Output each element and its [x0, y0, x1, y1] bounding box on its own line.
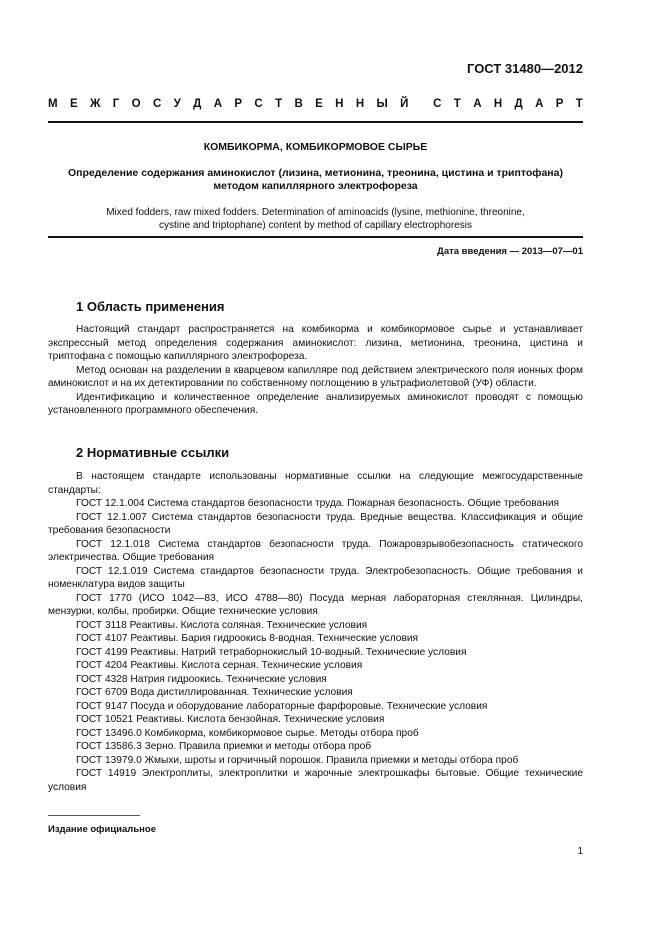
standard-number: ГОСТ 31480—2012	[467, 61, 583, 76]
introduction-date: Дата введения — 2013—07—01	[437, 246, 583, 257]
title-divider	[48, 236, 583, 238]
banner-letter: Ж	[89, 98, 101, 110]
banner-letter: В	[294, 98, 303, 110]
subtitle-line: методом капиллярного электрофореза	[213, 180, 418, 192]
banner-letter: Г	[112, 98, 120, 110]
paragraph: Метод основан на разделении в кварцевом капилляре под действием электрического поля ионных форм аминокислот и на их детектировании по собственному поглощению в ультрафиолетовой (УФ) области.	[48, 364, 583, 389]
banner-letter: Н	[355, 98, 365, 110]
reference-item: ГОСТ 12.1.004 Система стандартов безопасности труда. Пожарная безопасность. Общие требования	[76, 498, 560, 509]
section-2-body	[48, 470, 583, 794]
reference-item: ГОСТ 3118 Реактивы. Кислота соляная. Технические условия	[76, 619, 368, 631]
standard-banner	[48, 98, 583, 110]
banner-letter: А	[535, 98, 544, 110]
banner-letter: Т	[453, 98, 461, 110]
reference-item: ГОСТ 4107 Реактивы. Бария гидроокись 8-водная. Технические условия	[76, 633, 419, 644]
subtitle-line: Определение содержания аминокислот (лизина, метионина, треонина, цистина и триптофана)	[68, 167, 563, 179]
english-title	[48, 206, 583, 232]
banner-letter: А	[473, 98, 482, 110]
banner-letter: Д	[514, 98, 523, 110]
paragraph: Настоящий стандарт распространяется на комбикорма и комбикормовое сырье и устанавливает экспрессный метод определения содержания аминокислот: лизина, метионина, треонина, цистина и триптофана с помощью капиллярного электрофореза.	[48, 324, 583, 362]
banner-letter: Р	[234, 98, 243, 110]
banner-letter: Н	[493, 98, 503, 110]
reference-item: ГОСТ 1770 (ИСО 1042—83, ИСО 4788—80) Посуда мерная лабораторная стеклянная. Цилиндры, мензурки, колбы, пробирки. Общие технические условия	[48, 592, 583, 617]
banner-letter: М	[48, 98, 58, 110]
banner-letter: Е	[69, 98, 78, 110]
normative-references-list	[48, 497, 583, 794]
banner-letter: У	[173, 98, 181, 110]
document-subtitle	[48, 167, 583, 193]
reference-item: ГОСТ 13496.0 Комбикорма, комбикормовое сырье. Методы отбора проб	[76, 727, 419, 739]
paragraph: Идентификацию и количественное определение анализируемых аминокислот проводят с помощью установленного программного обеспечения.	[48, 391, 583, 416]
footer-divider	[48, 815, 140, 816]
english-title-line: Mixed fodders, raw mixed fodders. Determination of aminoacids (lysine, methionine, threonine,	[106, 207, 525, 218]
section-1-heading: 1 Область применения	[76, 299, 225, 314]
banner-letter: Р	[555, 98, 564, 110]
reference-item: ГОСТ 12.1.018 Система стандартов безопасности труда. Пожаровзрывобезопасность статического электричества. Общие требования	[48, 538, 583, 563]
reference-item: ГОСТ 10521 Реактивы. Кислота бензойная. Технические условия	[76, 714, 385, 725]
banner-letter: С	[433, 98, 442, 110]
reference-item: ГОСТ 12.1.007 Система стандартов безопасности труда. Вредные вещества. Классификация и общие требования безопасности	[48, 511, 583, 536]
banner-letter: С	[254, 98, 263, 110]
banner-letter: Е	[315, 98, 323, 110]
reference-item: ГОСТ 14919 Электроплиты, электроплитки и жарочные электрошкафы бытовые. Общие технические условия	[48, 768, 583, 793]
banner-letter: Т	[575, 98, 583, 110]
banner-letter: Т	[275, 98, 283, 110]
banner-letter: Н	[335, 98, 344, 110]
page-number: 1	[577, 846, 583, 857]
reference-item: ГОСТ 6709 Вода дистиллированная. Технические условия	[76, 687, 353, 698]
reference-item: ГОСТ 4199 Реактивы. Натрий тетраборнокислый 10-водный. Технические условия	[76, 646, 467, 658]
banner-letter: О	[131, 98, 141, 110]
reference-item: ГОСТ 13586.3 Зерно. Правила приемки и методы отбора проб	[76, 741, 372, 752]
reference-item: ГОСТ 4328 Натрия гидроокись. Технические условия	[76, 673, 327, 685]
banner-letter: Д	[193, 98, 202, 110]
banner-letter: А	[213, 98, 223, 110]
reference-item: ГОСТ 13979.0 Жмыхи, шроты и горчичный порошок. Правила приемки и методы отбора проб	[76, 754, 519, 766]
reference-item: ГОСТ 12.1.019 Система стандартов безопасности труда. Электробезопасность. Общие требования и номенклатура видов защиты	[48, 565, 583, 590]
section-2-heading: 2 Нормативные ссылки	[76, 445, 230, 460]
english-title-line: cystine and triptophane) content by method of capillary electrophoresis	[159, 220, 472, 231]
banner-letter: Й	[400, 98, 409, 110]
banner-letter: С	[152, 98, 162, 110]
reference-item: ГОСТ 9147 Посуда и оборудование лабораторные фарфоровые. Технические условия	[76, 700, 488, 712]
paragraph: В настоящем стандарте использованы нормативные ссылки на следующие межгосударственные стандарты:	[48, 471, 583, 496]
section-1-body	[48, 323, 583, 418]
official-edition-note: Издание официальное	[48, 824, 156, 835]
header-divider	[48, 121, 583, 123]
banner-letter: Ы	[376, 98, 388, 110]
reference-item: ГОСТ 4204 Реактивы. Кислота серная. Технические условия	[76, 660, 363, 671]
document-title: КОМБИКОРМА, КОМБИКОРМОВОЕ СЫРЬЕ	[203, 141, 428, 153]
